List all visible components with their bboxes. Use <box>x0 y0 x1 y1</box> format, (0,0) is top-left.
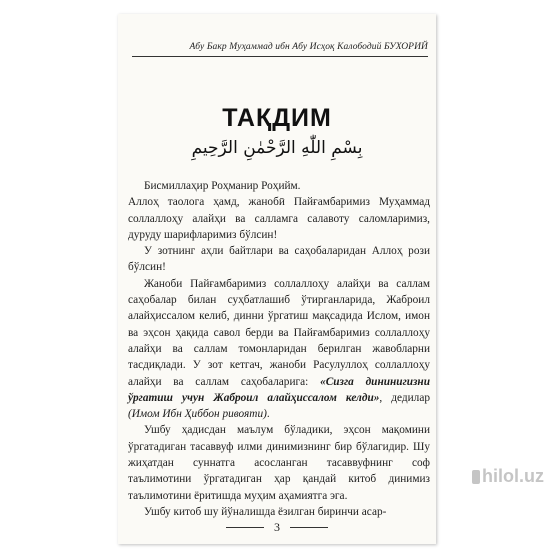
paragraph-1-line-1: Бисмиллаҳир Роҳманир Роҳийм. <box>144 180 301 192</box>
page-number: 3 <box>274 520 280 534</box>
paragraph-5: Ушбу китоб шу йўналишда ёзилган биринчи асар- <box>144 505 387 518</box>
book-page <box>118 14 436 544</box>
paragraph-3-middle: , дедилар <box>379 391 430 404</box>
body-text <box>128 178 430 520</box>
hadith-citation: (Имом Ибн Ҳиббон ривояти) <box>128 408 267 421</box>
header-rule <box>132 56 428 57</box>
watermark-icon <box>472 470 480 484</box>
basmala-calligraphy: بِسْمِ اللّٰهِ الرَّحْمٰنِ الرَّحِيمِ <box>191 138 363 158</box>
paragraph-3-end: . <box>266 408 270 421</box>
paragraph-1 <box>128 178 430 243</box>
paragraph-3 <box>128 276 430 423</box>
chapter-title: ТАҚДИМ <box>222 104 332 132</box>
footer-rule-left <box>226 527 264 528</box>
paragraph-2: У зотнинг аҳли байтлари ва саҳобаларидан Аллоҳ рози бўлсин! <box>128 245 430 274</box>
page-footer <box>118 520 436 535</box>
paragraph-4: Ушбу ҳадисдан маълум бўладики, эҳсон мақомини ўргатадиган тасаввуф илми динимизнинг бир бўлагидир. Шу жиҳатдан суннатга асосланган тасаввуфнинг соф таълимотини ўргатадиган ҳар қандай китоб динимиз таълимотини ёритишда муҳим аҳамиятга эга. <box>128 424 430 502</box>
paragraph-1-line-2: Аллоҳ таолога ҳамд, жанобӣ Пайғамбаримиз Муҳаммад соллаллоҳу алайҳи ва салламга салавоту саломларимиз, дуруду шарифларимиз бўлсин! <box>128 196 430 241</box>
paragraph-3-text: Жаноби Пайғамбаримиз соллаллоҳу алайҳи ва саллам саҳобалар билан суҳбатлашиб ўтирганларида, Жаброил алайҳиссалом келиб, динни ўргатиш мақсадида Ислом, имон ва эҳсон ҳақида савол берди ва Пайғамбаримиз соллаллоҳу алайҳи ва саллам томонларидан берилган жавобларни тасдиқлади. У зот кетгач, жаноби Расулуллоҳ соллаллоҳу алайҳи ва саллам саҳобаларига: <box>128 277 430 388</box>
hadith-quote: «Сизга дининигизни ўргатиш учун Жаброил алайҳиссалом келди» <box>128 375 430 404</box>
footer-rule-right <box>290 527 328 528</box>
watermark <box>472 466 544 487</box>
watermark-text: hilol.uz <box>482 466 544 486</box>
running-header: Абу Бакр Муҳаммад ибн Абу Исҳоқ Калободий БУХОРИЙ <box>189 42 428 52</box>
